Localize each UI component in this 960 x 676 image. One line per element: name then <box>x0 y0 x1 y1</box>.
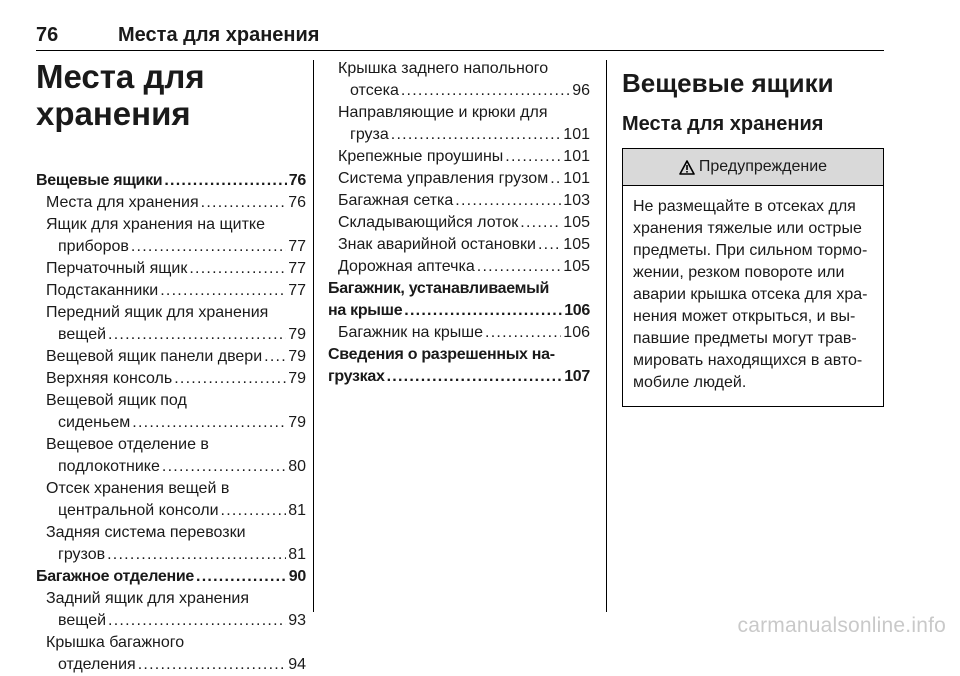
toc-entry-text: Дорожная аптечка <box>338 258 475 275</box>
chapter-title-line: Места для <box>36 58 205 95</box>
toc-entry[interactable] <box>36 566 306 588</box>
dot-leader <box>131 236 286 258</box>
toc-entry[interactable] <box>328 322 590 344</box>
warning-line: предметы. При сильном тормо- <box>633 242 868 259</box>
toc-page-number: 93 <box>288 612 306 629</box>
dot-leader <box>138 654 286 676</box>
toc-entry[interactable] <box>328 278 590 322</box>
toc-page-number: 105 <box>563 258 590 275</box>
toc-entry-text: Отсек хранения вещей в <box>46 480 230 497</box>
toc-page-number: 79 <box>288 348 306 365</box>
toc-entry[interactable] <box>328 58 590 102</box>
column-divider-1 <box>313 60 314 612</box>
warning-header <box>623 149 883 186</box>
page-number: 76 <box>36 24 59 46</box>
toc-entry-text: Знак аварийной остановки <box>338 236 536 253</box>
toc-entry[interactable] <box>328 212 590 234</box>
toc-entry-text: груза <box>350 126 389 143</box>
toc-entry[interactable] <box>36 434 306 478</box>
toc-page-number: 77 <box>288 282 306 299</box>
toc-entry-text: грузках <box>328 368 385 385</box>
toc-column-2 <box>328 58 590 388</box>
toc-entry[interactable] <box>36 478 306 522</box>
warning-line: хранения тяжелые или острые <box>633 220 862 237</box>
dot-leader <box>132 412 286 434</box>
toc-entry-text: Крепежные проушины <box>338 148 504 165</box>
subsection-title: Места для хранения <box>622 113 824 135</box>
toc-entry[interactable] <box>36 214 306 258</box>
toc-entry[interactable] <box>328 256 590 278</box>
warning-line: павшие предметы могут трав- <box>633 330 857 347</box>
watermark: carmanualsonline.info <box>737 614 946 637</box>
dot-leader <box>264 346 286 368</box>
toc-entry-text: вещей <box>58 326 107 343</box>
dot-leader <box>160 280 286 302</box>
toc-entry[interactable] <box>36 170 306 192</box>
dot-leader <box>404 300 562 322</box>
toc-page-number: 94 <box>288 656 306 673</box>
toc-entry-text: Верхняя консоль <box>46 370 173 387</box>
toc-entry-text: Крышка багажного <box>46 634 185 651</box>
toc-entry-text: отсека <box>350 82 399 99</box>
toc-page-number: 101 <box>563 170 590 187</box>
toc-entry[interactable] <box>36 192 306 214</box>
dot-leader <box>401 80 570 102</box>
warning-line: аварии крышка отсека для хра- <box>633 286 868 303</box>
toc-page-number: 103 <box>563 192 590 209</box>
toc-entry-text: Ящик для хранения на щитке <box>46 216 265 233</box>
chapter-title-line: хранения <box>36 95 191 132</box>
toc-entry[interactable] <box>36 346 306 368</box>
dot-leader <box>477 256 562 278</box>
dot-leader <box>162 456 286 478</box>
toc-page-number: 81 <box>288 502 306 519</box>
dot-leader <box>538 234 561 256</box>
toc-entry-text: Вещевое отделение в <box>46 436 209 453</box>
toc-page-number: 76 <box>288 194 306 211</box>
warning-text <box>623 186 883 406</box>
toc-page-number: 105 <box>563 214 590 231</box>
dot-leader <box>108 324 286 346</box>
warning-triangle-icon <box>679 160 695 175</box>
toc-entry-text: Задняя система перевозки <box>46 524 246 541</box>
toc-entry[interactable] <box>36 280 306 302</box>
toc-entry-text: Багажная сетка <box>338 192 454 209</box>
toc-page-number: 79 <box>288 326 306 343</box>
toc-page-number: 80 <box>288 458 306 475</box>
toc-entry[interactable] <box>328 102 590 146</box>
toc-entry[interactable] <box>328 344 590 388</box>
toc-entry-text: Задний ящик для хранения <box>46 590 250 607</box>
dot-leader <box>174 368 286 390</box>
dot-leader <box>520 212 561 234</box>
toc-page-number: 81 <box>288 546 306 563</box>
toc-page-number: 77 <box>288 260 306 277</box>
warning-title: Предупреждение <box>698 158 828 175</box>
toc-entry-text: сиденьем <box>58 414 131 431</box>
toc-page-number: 77 <box>288 238 306 255</box>
content-column <box>622 58 884 407</box>
toc-page-number: 106 <box>564 302 590 319</box>
toc-entry[interactable] <box>36 390 306 434</box>
dot-leader <box>107 544 286 566</box>
toc-entry-text: Сведения о разрешенных на- <box>328 346 555 363</box>
toc-entry-text: Подстаканники <box>46 282 159 299</box>
toc-entry[interactable] <box>36 522 306 566</box>
chapter-title <box>36 58 306 132</box>
toc-page-number: 79 <box>288 414 306 431</box>
toc-entry[interactable] <box>36 258 306 280</box>
toc-entry-text: Передний ящик для хранения <box>46 304 269 321</box>
warning-line: Не размещайте в отсеках для <box>633 198 856 215</box>
toc-entry-text: Крышка заднего напольного <box>338 60 549 77</box>
dot-leader <box>164 170 286 192</box>
toc-page-number: 105 <box>563 236 590 253</box>
toc-entry[interactable] <box>36 368 306 390</box>
toc-page-number: 90 <box>288 568 306 585</box>
toc-entry-text: Багажник на крыше <box>338 324 484 341</box>
toc-list <box>36 170 306 676</box>
toc-page-number: 76 <box>288 172 306 189</box>
toc-page-number: 96 <box>572 82 590 99</box>
header-title: Места для хранения <box>118 24 320 46</box>
section-title: Вещевые ящики <box>622 68 834 98</box>
toc-entry-text: подлокотнике <box>58 458 160 475</box>
toc-column-1 <box>36 58 306 676</box>
dot-leader <box>550 168 561 190</box>
toc-entry-text: центральной консоли <box>58 502 219 519</box>
warning-box <box>622 148 884 407</box>
toc-entry-text: Складывающийся лоток <box>338 214 519 231</box>
toc-entry[interactable] <box>328 234 590 256</box>
column-divider-2 <box>606 60 607 612</box>
toc-page-number: 101 <box>563 148 590 165</box>
toc-entry[interactable] <box>36 632 306 676</box>
toc-entry-text: Вещевой ящик панели двери <box>46 348 263 365</box>
toc-page-number: 106 <box>563 324 590 341</box>
dot-leader <box>201 192 287 214</box>
warning-line: мобиле людей. <box>633 374 747 391</box>
toc-entry[interactable] <box>36 302 306 346</box>
toc-entry-text: Система управления грузом <box>338 170 549 187</box>
toc-list <box>328 58 590 388</box>
toc-entry-text: грузов <box>58 546 106 563</box>
dot-leader <box>196 566 287 588</box>
dot-leader <box>505 146 561 168</box>
toc-entry[interactable] <box>328 168 590 190</box>
dot-leader <box>485 322 561 344</box>
warning-line: жении, резком повороте или <box>633 264 845 281</box>
toc-entry-text: приборов <box>58 238 129 255</box>
dot-leader <box>387 366 563 388</box>
toc-entry-text: Багажное отделение <box>36 568 194 585</box>
toc-entry[interactable] <box>328 146 590 168</box>
toc-page-number: 79 <box>288 370 306 387</box>
dot-leader <box>108 610 286 632</box>
toc-entry-text: Вещевой ящик под <box>46 392 187 409</box>
dot-leader <box>455 190 561 212</box>
warning-line: нения может открыться, и вы- <box>633 308 856 325</box>
warning-line: мировать находящихся в авто- <box>633 352 863 369</box>
toc-entry-text: Места для хранения <box>46 194 199 211</box>
dot-leader <box>221 500 287 522</box>
toc-page-number: 107 <box>564 368 590 385</box>
toc-entry[interactable] <box>328 190 590 212</box>
dot-leader <box>189 258 286 280</box>
dot-leader <box>391 124 562 146</box>
toc-entry-text: Перчаточный ящик <box>46 260 188 277</box>
toc-entry-text: Направляющие и крюки для <box>338 104 548 121</box>
toc-entry-text: вещей <box>58 612 107 629</box>
toc-entry-text: отделения <box>58 656 136 673</box>
toc-page-number: 101 <box>563 126 590 143</box>
toc-entry-text: Вещевые ящики <box>36 172 163 189</box>
toc-entry-text: Багажник, устанавливаемый <box>328 280 550 297</box>
page-header <box>36 22 884 51</box>
toc-entry[interactable] <box>36 588 306 632</box>
toc-entry-text: на крыше <box>328 302 403 319</box>
